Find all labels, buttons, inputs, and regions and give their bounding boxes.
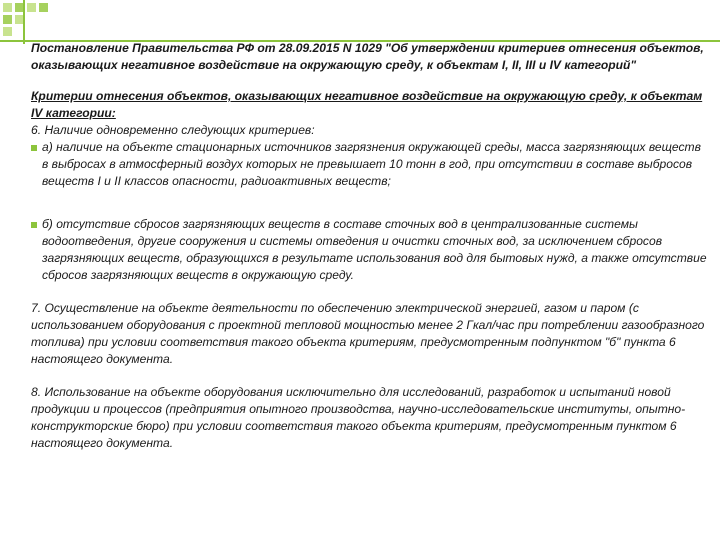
deco-square — [27, 3, 36, 12]
list-item — [31, 216, 707, 284]
bullet-text: а) наличие на объекте стационарных источников загрязнения окружающей среды, масса загрязняющих веществ в выбросах в атмосферный воздух которых не превышает 10 тонн в год, при отсутствии в составе выбросов веществ I и II классов опасности, радиоактивных веществ; — [42, 140, 701, 188]
bullet-square-icon — [31, 222, 37, 228]
deco-square — [39, 3, 48, 12]
list-item — [31, 139, 707, 190]
deco-square — [3, 15, 12, 24]
document-title: Постановление Правительства РФ от 28.09.2015 N 1029 "Об утверждении критериев отнесения объектов, оказывающих негативное воздействие на окружающую среду, к объектам I, II, III и IV категорий" — [31, 41, 704, 72]
bullet-square-icon — [31, 145, 37, 151]
deco-square — [3, 27, 12, 36]
item-8-paragraph: 8. Использование на объекте оборудования исключительно для исследований, разработок и испытаний новой продукции и процессов (предприятия опытного производства, научно-исследовательские институты, опытно-конструкторские бюро) при условии соответствия такого объекта критериям, предусмотренным пунктом 6 настоящего документа. — [31, 385, 686, 450]
deco-square — [3, 3, 12, 12]
bullet-text: б) отсутствие сбросов загрязняющих веществ в составе сточных вод в централизованные системы водоотведения, другие сооружения и системы отведения и очистки сточных вод, за исключением сбросов загрязняющих веществ, образующихся в результате использования вод для бытовых нужд, а также отсутствие сбросов загрязняющих веществ в окружающую среду. — [42, 217, 707, 282]
accent-vertical-rule — [23, 0, 25, 44]
item-7-paragraph: 7. Осуществление на объекте деятельности по обеспечению электрической энергией, газом и паром (с использованием оборудования с проектной тепловой мощностью менее 2 Гкал/час при потреблении газообразного топлива) при условии соответствия такого объекта критериям, предусмотренным подпунктом "б" пункта 6 настоящего документа. — [31, 301, 705, 366]
item-6-intro: 6. Наличие одновременно следующих критериев: — [31, 123, 315, 137]
criteria-heading: Критерии отнесения объектов, оказывающих негативное воздействие на окружающую среду, к объектам IV категории: — [31, 89, 703, 120]
document-body — [31, 40, 707, 452]
